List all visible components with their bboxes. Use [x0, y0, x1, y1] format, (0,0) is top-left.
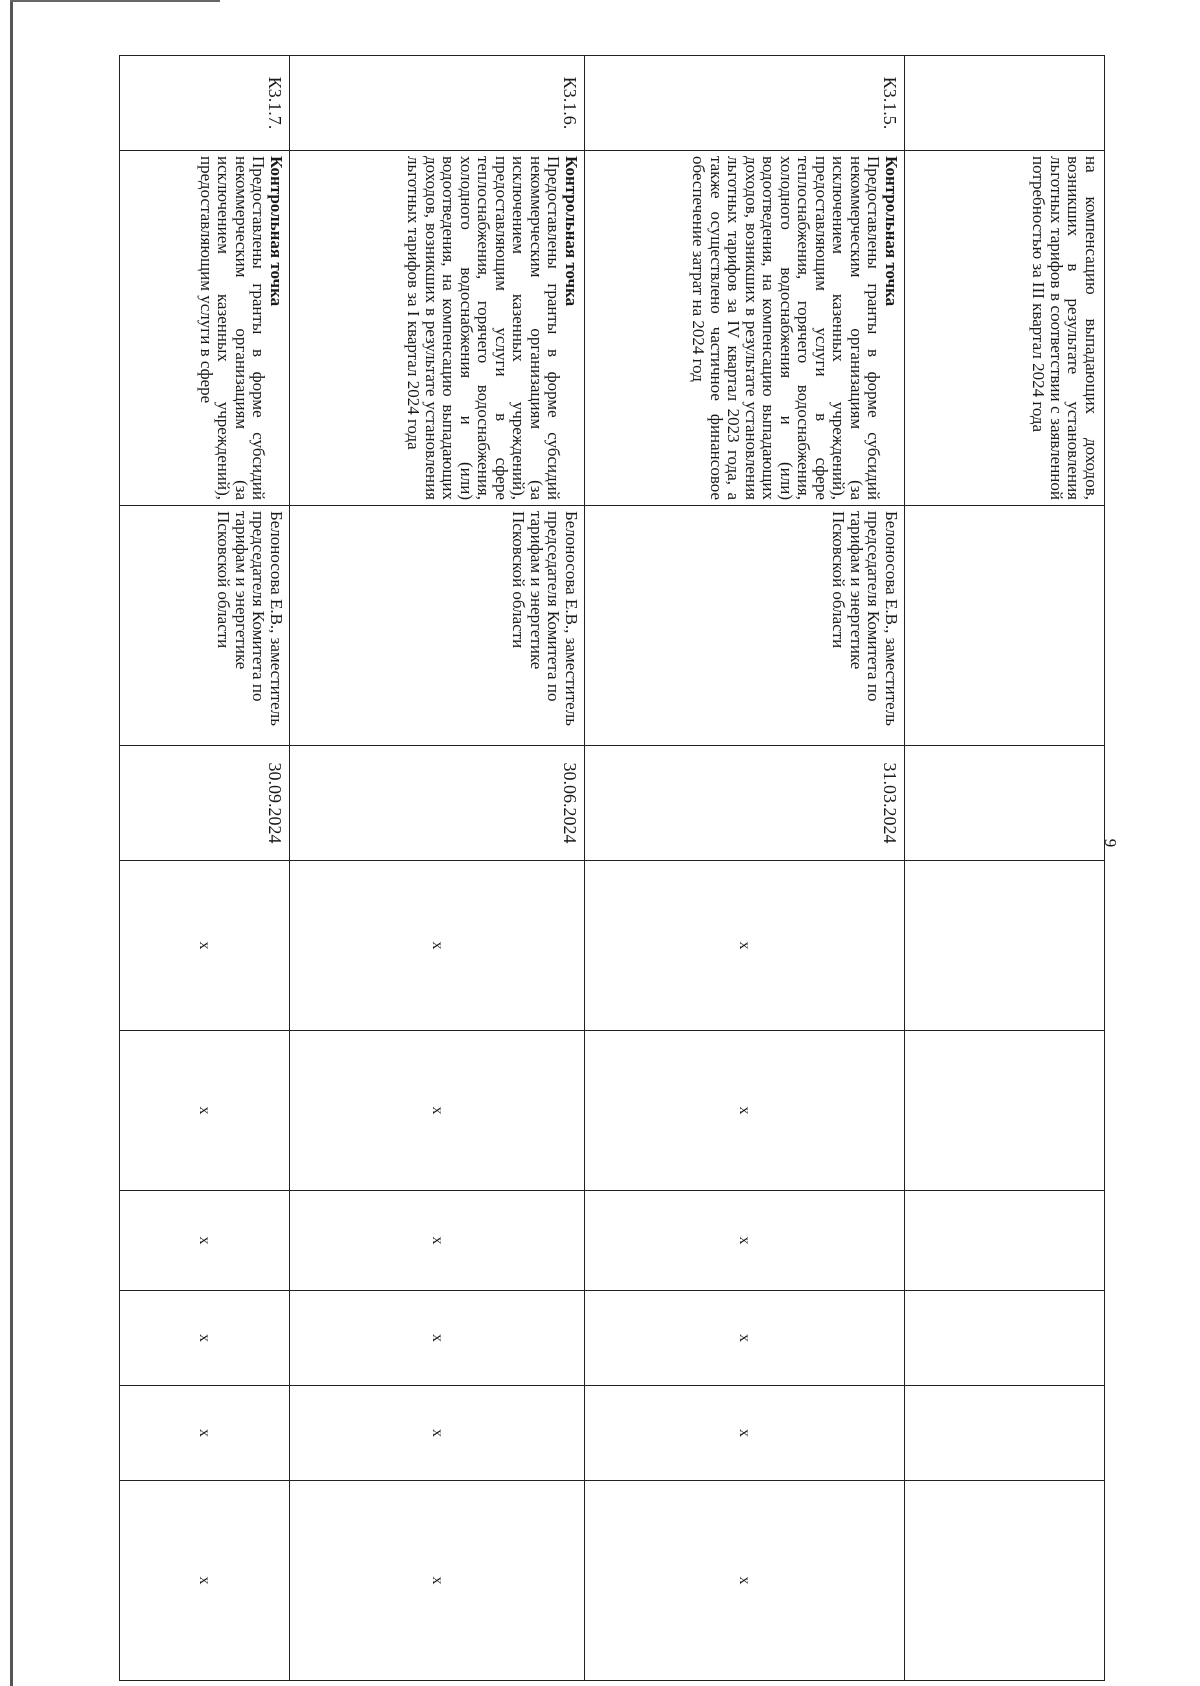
row-responsible: Белоносова Е.В., заместитель председателя Комитета по тарифам и энергетике Псковской области [585, 506, 905, 746]
row-date [905, 746, 1105, 861]
row-mark: x [290, 861, 585, 1031]
row-mark: x [290, 1386, 585, 1481]
row-responsible: Белоносова Е.В., заместитель председателя Комитета по тарифам и энергетике Псковской области [120, 506, 290, 746]
table-row [585, 56, 905, 1681]
row-text: Предоставлены гранты в форме субсидий некоммерческим организациям (за исключением казенных учреждений), предоставляющим услуги в сфере [197, 156, 269, 500]
scan-top-edge [10, 0, 220, 2]
row-mark: x [585, 1191, 905, 1291]
row-mark: x [290, 1291, 585, 1386]
row-mark [905, 1191, 1105, 1291]
row-mark: x [585, 1386, 905, 1481]
rotated-table-wrapper [120, 55, 1105, 1680]
row-mark: x [120, 861, 290, 1031]
table-row [290, 56, 585, 1681]
row-code: К3.1.7. [120, 56, 290, 151]
row-description [905, 151, 1105, 506]
row-title: Контрольная точка [882, 156, 901, 307]
row-mark: x [120, 1031, 290, 1191]
table-row [120, 56, 290, 1681]
scan-edge [10, 0, 13, 1686]
row-mark: x [120, 1481, 290, 1681]
row-date: 30.09.2024 [120, 746, 290, 861]
row-responsible: Белоносова Е.В., заместитель председателя Комитета по тарифам и энергетике Псковской области [290, 506, 585, 746]
row-mark [905, 1481, 1105, 1681]
table-row [905, 56, 1105, 1681]
row-mark: x [120, 1291, 290, 1386]
row-mark [905, 1031, 1105, 1191]
row-code: К3.1.6. [290, 56, 585, 151]
row-date: 31.03.2024 [585, 746, 905, 861]
row-mark [905, 1291, 1105, 1386]
row-mark: x [120, 1386, 290, 1481]
row-mark: x [585, 1481, 905, 1681]
row-text: Предоставлены гранты в форме субсидий некоммерческим организациям (за исключением казенных учреждений), предоставляющим услуги в сфере теплоснабжения, горячего водоснабжения, холодного водоснабжения и (или) водоотведения, на компенсацию выпадающих доходов, возникших в результате установления льготных тарифов за IV квартал 2023 года, а также осуществлено частичное финансовое обеспечение затрат на 2024 год [689, 156, 884, 500]
row-description [585, 151, 905, 506]
row-code [905, 56, 1105, 151]
row-code: К3.1.5. [585, 56, 905, 151]
row-description [120, 151, 290, 506]
control-points-table [119, 55, 1105, 1681]
row-mark: x [585, 1291, 905, 1386]
row-mark: x [290, 1481, 585, 1681]
row-date: 30.06.2024 [290, 746, 585, 861]
page-number: 9 [1101, 838, 1120, 848]
row-text: Предоставлены гранты в форме субсидий некоммерческим организациям (за исключением казенных учреждений), предоставляющим услуги в сфере теплоснабжения, горячего водоснабжения, холодного водоснабжения и (или) водоотведения, на компенсацию выпадающих доходов, возникших в результате установления льготных тарифов за I квартал 2024 года [404, 156, 564, 500]
row-mark: x [290, 1031, 585, 1191]
row-title: Контрольная точка [267, 156, 286, 307]
row-mark: x [585, 861, 905, 1031]
row-text: на компенсацию выпадающих доходов, возникших в результате установления льготных тарифов в соответствии с заявленной потребностью за III квартал 2024 года [1029, 156, 1101, 500]
row-responsible [905, 506, 1105, 746]
row-mark: x [290, 1191, 585, 1291]
row-mark [905, 1386, 1105, 1481]
row-mark: x [585, 1031, 905, 1191]
row-mark: x [120, 1191, 290, 1291]
row-title: Контрольная точка [562, 156, 581, 307]
row-description [290, 151, 585, 506]
row-mark [905, 861, 1105, 1031]
